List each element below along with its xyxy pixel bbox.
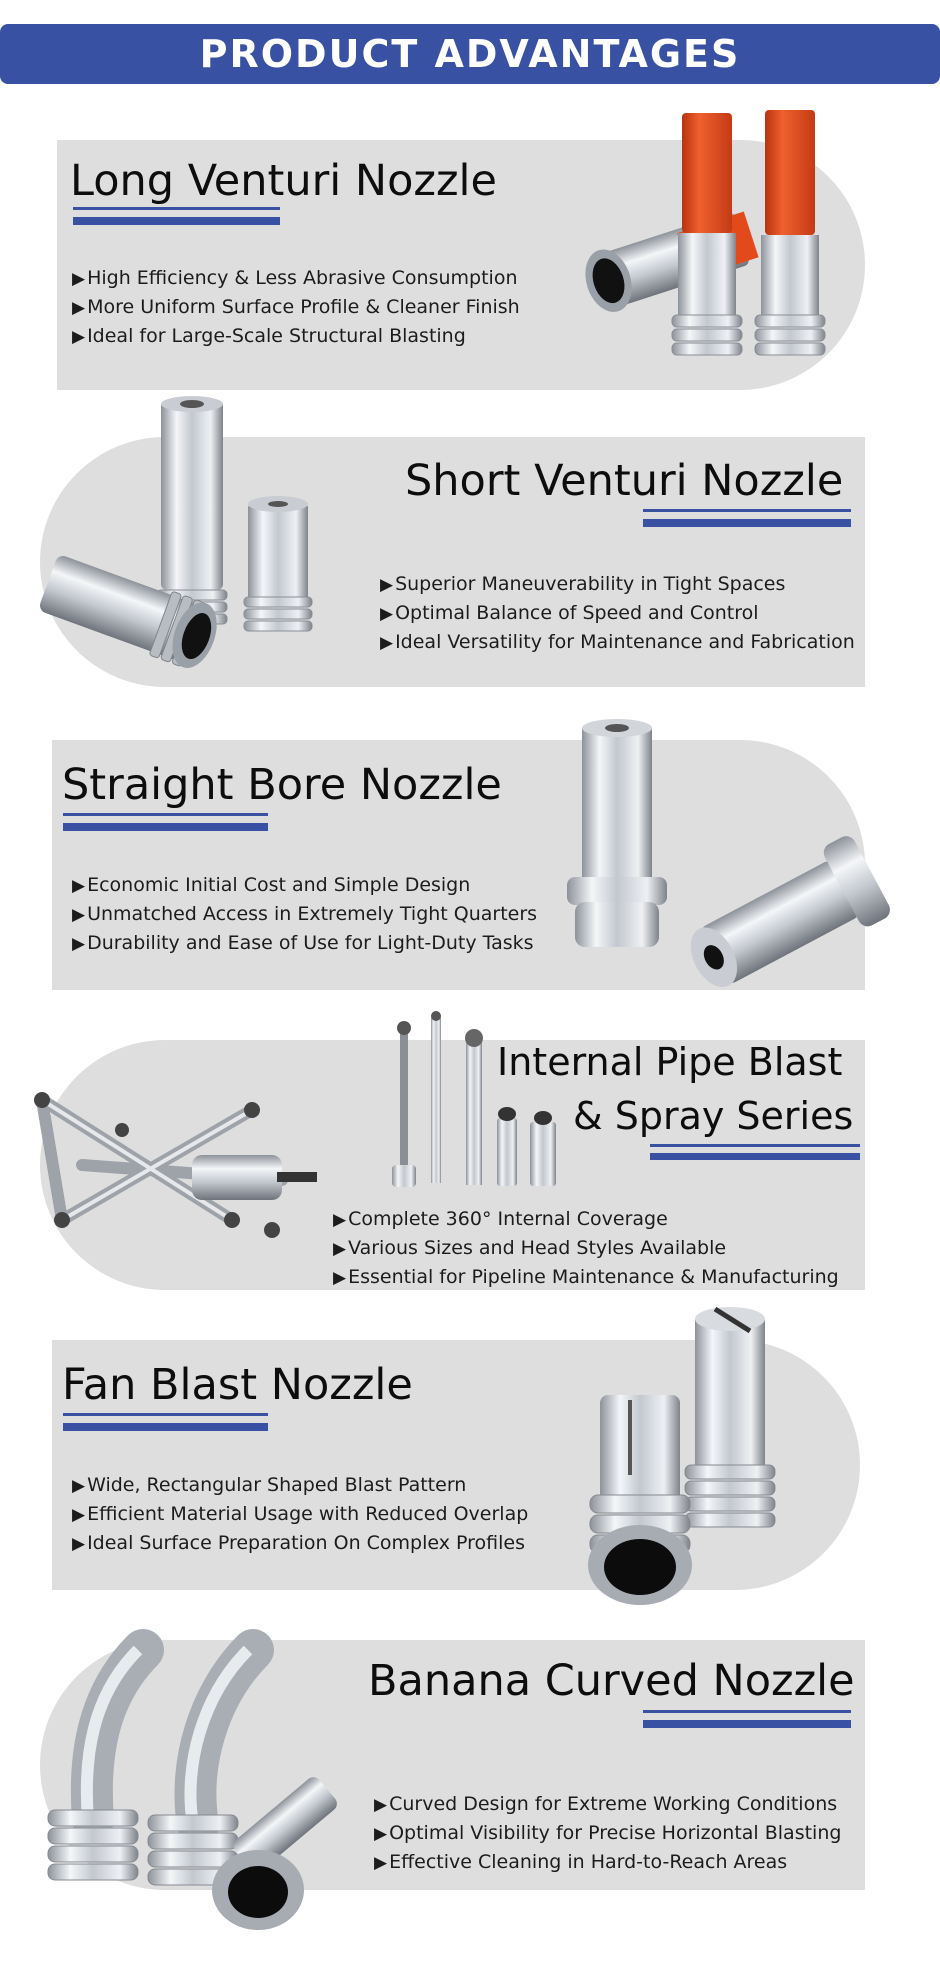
pipe-blast-tool-image: [22, 1070, 342, 1270]
section-title-line1: Internal Pipe Blast: [497, 1040, 843, 1084]
title-underline: [643, 1720, 851, 1728]
title-underline: [643, 509, 851, 512]
title-underline: [63, 813, 268, 816]
title-underline: [73, 207, 280, 210]
feature-list: [380, 570, 855, 657]
triangle-bullet-icon: ▶: [72, 269, 86, 289]
triangle-bullet-icon: ▶: [72, 1505, 86, 1525]
triangle-bullet-icon: ▶: [380, 633, 394, 653]
triangle-bullet-icon: ▶: [333, 1268, 347, 1288]
straight-bore-nozzle-image: [555, 712, 895, 1012]
list-item: ▶ High Efficiency & Less Abrasive Consumption: [72, 264, 520, 293]
triangle-bullet-icon: ▶: [72, 298, 86, 318]
triangle-bullet-icon: ▶: [380, 575, 394, 595]
banana-curved-nozzle-image: [38, 1605, 358, 1935]
title-underline: [63, 823, 268, 831]
list-item: ▶ Optimal Balance of Speed and Control: [380, 599, 855, 628]
list-item: ▶ Optimal Visibility for Precise Horizontal Blasting: [374, 1819, 841, 1848]
triangle-bullet-icon: ▶: [333, 1239, 347, 1259]
triangle-bullet-icon: ▶: [72, 1534, 86, 1554]
short-venturi-nozzle-image: [38, 392, 338, 692]
title-underline: [63, 1423, 268, 1431]
triangle-bullet-icon: ▶: [72, 934, 86, 954]
section-title: Short Venturi Nozzle: [405, 456, 844, 506]
list-item: ▶ Curved Design for Extreme Working Conditions: [374, 1790, 841, 1819]
title-underline: [650, 1153, 860, 1160]
triangle-bullet-icon: ▶: [72, 1476, 86, 1496]
list-item: ▶ Effective Cleaning in Hard-to-Reach Areas: [374, 1848, 841, 1877]
list-item: ▶ Ideal Versatility for Maintenance and Fabrication: [380, 628, 855, 657]
triangle-bullet-icon: ▶: [333, 1210, 347, 1230]
list-item: ▶ Unmatched Access in Extremely Tight Quarters: [72, 900, 537, 929]
feature-list: [72, 1471, 528, 1558]
title-underline: [643, 519, 851, 527]
section-title: Banana Curved Nozzle: [368, 1656, 855, 1706]
title-underline: [73, 217, 280, 225]
long-venturi-nozzle-image: [560, 105, 850, 375]
title-underline: [643, 1710, 851, 1713]
feature-list: [374, 1790, 841, 1877]
fan-blast-nozzle-image: [560, 1295, 810, 1615]
list-item: ▶ Wide, Rectangular Shaped Blast Pattern: [72, 1471, 528, 1500]
list-item: ▶ Superior Maneuverability in Tight Spaces: [380, 570, 855, 599]
list-item: ▶ Ideal for Large-Scale Structural Blasting: [72, 322, 520, 351]
list-item: ▶ Economic Initial Cost and Simple Design: [72, 871, 537, 900]
list-item: ▶ Complete 360° Internal Coverage: [333, 1205, 839, 1234]
page-title: PRODUCT ADVANTAGES: [199, 32, 741, 76]
section-title: Fan Blast Nozzle: [62, 1360, 413, 1410]
list-item: ▶ Ideal Surface Preparation On Complex Profiles: [72, 1529, 528, 1558]
list-item: ▶ Durability and Ease of Use for Light-Duty Tasks: [72, 929, 537, 958]
feature-list: [333, 1205, 839, 1292]
pipe-spray-heads-image: [380, 1010, 570, 1195]
title-underline: [63, 1413, 268, 1416]
list-item: ▶ More Uniform Surface Profile & Cleaner Finish: [72, 293, 520, 322]
section-title: Straight Bore Nozzle: [62, 760, 502, 810]
triangle-bullet-icon: ▶: [380, 604, 394, 624]
triangle-bullet-icon: ▶: [374, 1824, 388, 1844]
feature-list: [72, 871, 537, 958]
section-title: Long Venturi Nozzle: [70, 156, 497, 206]
section-title-line2: & Spray Series: [573, 1094, 854, 1138]
list-item: ▶ Various Sizes and Head Styles Available: [333, 1234, 839, 1263]
triangle-bullet-icon: ▶: [374, 1795, 388, 1815]
triangle-bullet-icon: ▶: [72, 876, 86, 896]
triangle-bullet-icon: ▶: [374, 1853, 388, 1873]
triangle-bullet-icon: ▶: [72, 327, 86, 347]
header-banner: [0, 24, 940, 84]
list-item: ▶ Efficient Material Usage with Reduced Overlap: [72, 1500, 528, 1529]
feature-list: [72, 264, 520, 351]
title-underline: [650, 1144, 860, 1147]
triangle-bullet-icon: ▶: [72, 905, 86, 925]
list-item: ▶ Essential for Pipeline Maintenance & Manufacturing: [333, 1263, 839, 1292]
